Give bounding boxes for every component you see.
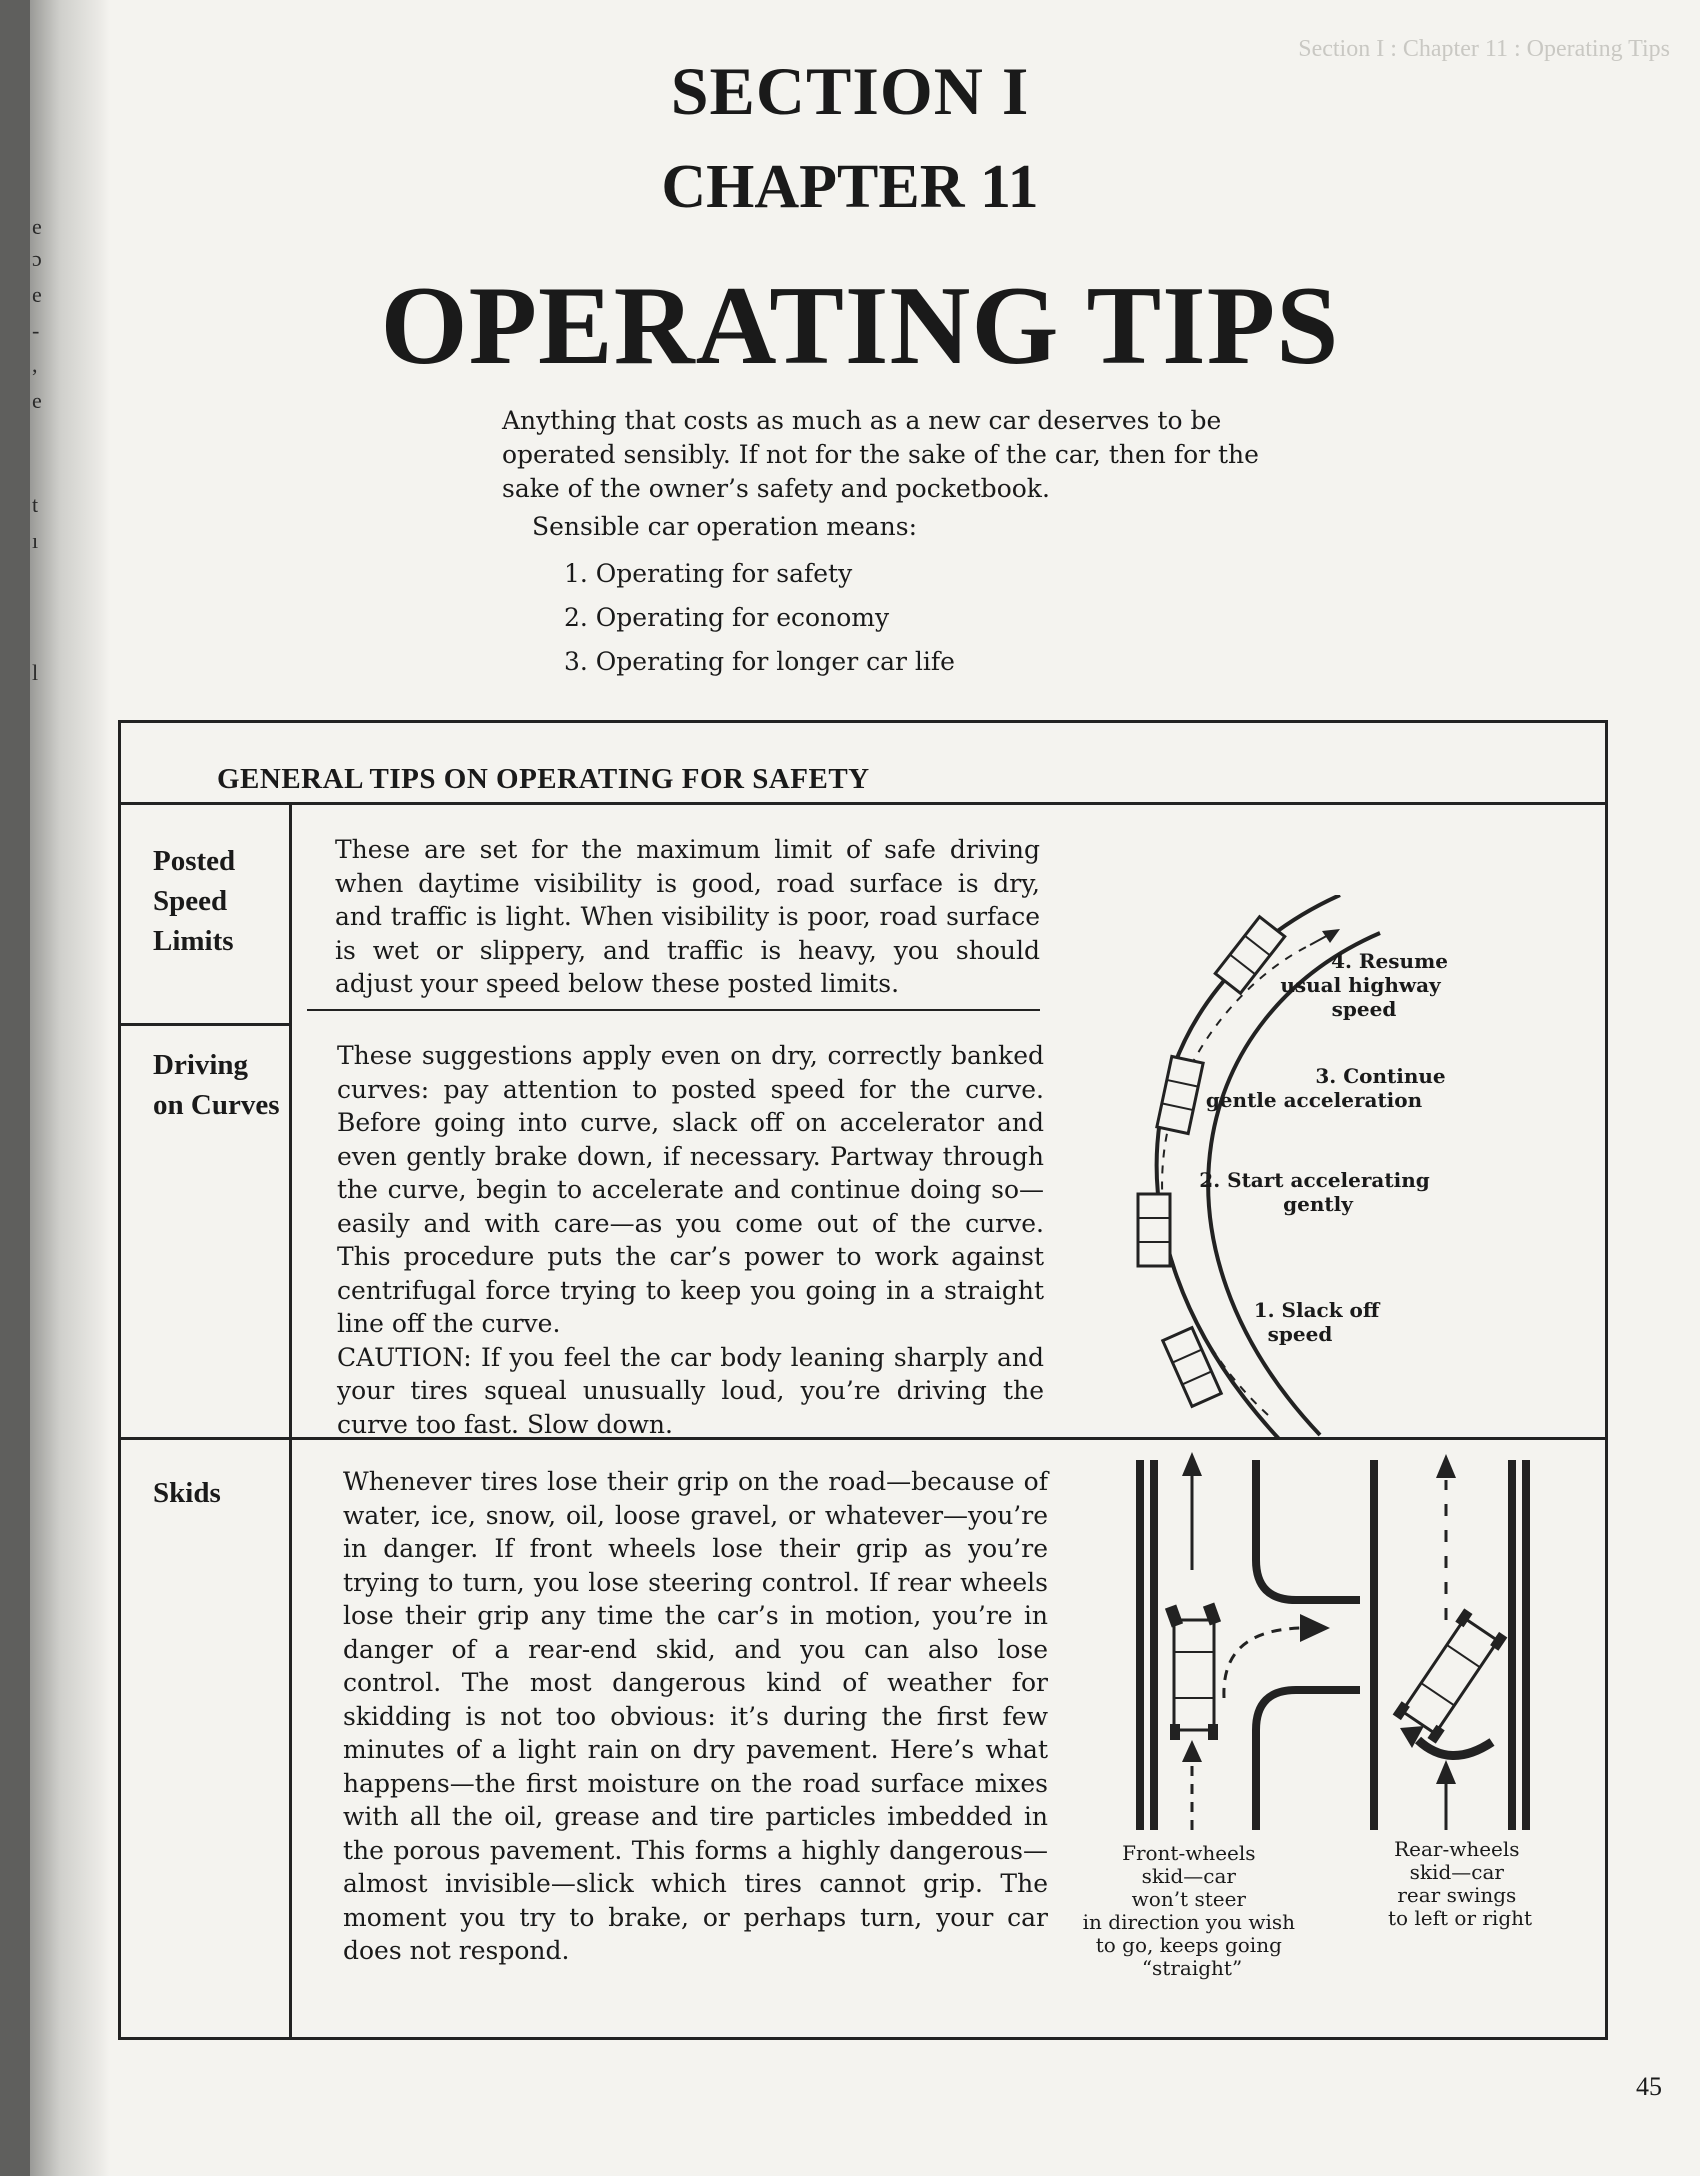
- car-icon: [1138, 1194, 1170, 1266]
- row-text-curves: These suggestions apply even on dry, correctly banked curves: pay attention to posted speed for the curve. Before going into curve, slack off on accelerator and even gently brake down, if necessary. Partway through the curve, begin to accelerate and continue doing so—easily and with care—as you come out of the curve. This procedure puts the car’s power to work against centrifugal force trying to keep you going in a straight line off the curve.: [337, 1041, 1044, 1338]
- row-divider-short: [307, 1009, 1040, 1011]
- intro-lead: Sensible car operation means:: [532, 512, 917, 541]
- bleed-through-header: Section I : Chapter 11 : Operating Tips: [1298, 36, 1670, 62]
- spine-fragment: l: [32, 660, 39, 685]
- section-heading: SECTION I: [670, 53, 1030, 129]
- car-front-skid-icon: [1165, 1603, 1221, 1740]
- front-skid-caption: Front-wheels skid—car won’t steer in direction you wish to go, keeps going “straight”: [1082, 1841, 1296, 1980]
- row-label-skids: Skids: [153, 1477, 221, 1509]
- spine-fragment: t: [32, 492, 39, 517]
- car-rear-skid-icon: [1393, 1608, 1508, 1743]
- spine-fragment: ı: [32, 528, 39, 553]
- caution-text: CAUTION: If you feel the car body leaning sharply and your tires squeal unusually loud, you’re driving the curve too fast. Slow down.: [337, 1342, 1044, 1439]
- curve-step-1-label: 1. Slack off speed: [1253, 1298, 1380, 1346]
- curve-step-3-label: 3. Continue gentle acceleration: [1205, 1064, 1446, 1112]
- arrow-right-icon: [1300, 1614, 1330, 1642]
- row-label-speed-limits: Posted Speed Limits: [153, 845, 236, 957]
- intersection-corner: [1256, 1460, 1360, 1600]
- page-number: 45: [1636, 2072, 1662, 2101]
- arrow-up-icon: [1436, 1454, 1456, 1478]
- intro-list: [502, 552, 1262, 684]
- curve-step-2-label: 2. Start accelerating gently: [1199, 1168, 1430, 1216]
- list-item: 2. Operating for economy: [564, 603, 890, 632]
- table-heading: GENERAL TIPS ON OPERATING FOR SAFETY: [217, 763, 870, 795]
- road-line: [1150, 1460, 1158, 1830]
- arrow-up-icon: [1182, 1452, 1202, 1476]
- spine-fragment: e: [32, 214, 42, 239]
- row-label-curves: Driving on Curves: [153, 1049, 280, 1121]
- row-text-speed-limits: These are set for the maximum limit of safe driving when daytime visibility is good, road surface is dry, and traffic is light. When visibility is poor, road surface is wet or slippery, and traffic is heavy, you should adjust your speed below these posted limits.: [335, 835, 1040, 998]
- intro-block: [502, 404, 1262, 684]
- road-line: [1136, 1460, 1144, 1830]
- row-text-curves-block: [337, 1039, 1044, 1441]
- spine-fragment: e: [32, 388, 42, 413]
- spine-fragment: -: [32, 318, 40, 343]
- row-text-skids: Whenever tires lose their grip on the road—because of water, ice, snow, oil, loose gravel, or whatever—you’re in danger. If front wheels lose their grip as you’re trying to turn, you lose steering control. If rear wheels lose their grip any time the car’s in motion, you’re in danger of a rear-end skid, and you can also lose control. The most dangerous kind of weather for skidding is not too obvious: it’s during the first few minutes of a light rain on dry pavement. Here’s what happens—the first moisture on the road surface mixes with all the oil, grease and tire particles imbedded in the porous pavement. This forms a highly dangerous—almost invisible—slick which tires cannot grip. The moment you try to brake, or perhaps turn, your car does not respond.: [343, 1467, 1048, 1965]
- car-icon: [1163, 1328, 1222, 1407]
- spine-fragment: ɔ: [32, 246, 42, 271]
- curve-step-4-label: 4. Resume usual highway speed: [1280, 949, 1448, 1021]
- car-icon: [1215, 917, 1285, 993]
- rear-skid-caption: Rear-wheels skid—car rear swings to left or right: [1387, 1837, 1533, 1930]
- arrow-up-icon: [1182, 1740, 1202, 1762]
- chapter-heading: CHAPTER 11: [661, 153, 1039, 221]
- skid-diagram: [1060, 1440, 1600, 2000]
- spine-fragment: ,: [32, 352, 38, 377]
- road-line: [1370, 1460, 1378, 1830]
- arrow-up-icon: [1436, 1760, 1456, 1784]
- rear-swing-path: [1418, 1740, 1492, 1756]
- curve-diagram: [1100, 895, 1500, 1440]
- intro-paragraph: Anything that costs as much as a new car deserves to be operated sensibly. If not for the sake of the car, then for the sake of the owner’s safety and pocketbook.: [502, 406, 1259, 503]
- road-line: [1522, 1460, 1530, 1830]
- intersection-corner: [1256, 1690, 1360, 1830]
- list-item: 1. Operating for safety: [564, 559, 853, 588]
- table-header: [121, 723, 1605, 805]
- page-title: OPERATING TIPS: [380, 264, 1340, 388]
- road-line: [1508, 1460, 1516, 1830]
- column-divider: [289, 805, 292, 2037]
- spine-fragment: e: [32, 282, 42, 307]
- row-divider: [121, 1023, 289, 1026]
- list-item: 3. Operating for longer car life: [564, 647, 955, 676]
- car-icon: [1157, 1056, 1203, 1133]
